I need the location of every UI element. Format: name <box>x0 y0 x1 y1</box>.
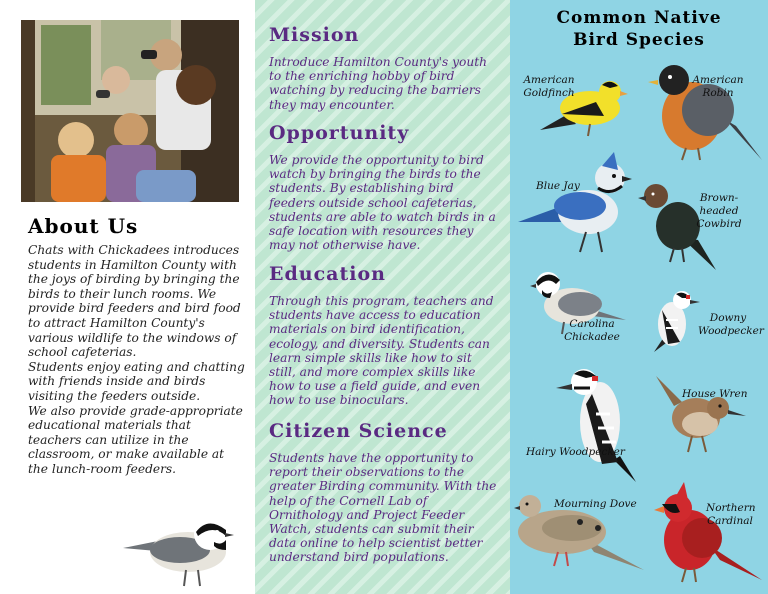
opportunity-text: We provide the opportunity to bird watch by bringing the birds to the students. By establishing bird feeders outside school cafeterias, students are able to watch birds in a safe location with resources they may not otherwise have. <box>269 153 496 253</box>
citizen-science-heading: Citizen Science <box>269 420 448 442</box>
bird-species-panel <box>510 0 768 594</box>
bird-label-cardinal <box>706 502 754 528</box>
bird-label-house-wren: House Wren <box>682 388 748 400</box>
about-us-heading: About Us <box>28 214 139 238</box>
about-paragraph: Students enjoy eating and chatting with friends inside and birds visiting the feeders outside. <box>28 359 245 403</box>
bird-name-line: Cardinal <box>707 515 753 527</box>
bird-name-line: Woodpecker <box>698 325 764 337</box>
bird-label-goldfinch <box>520 74 578 100</box>
about-panel <box>0 0 255 594</box>
bird-name-line: Carolina <box>569 318 615 330</box>
blue-jay-icon <box>518 152 634 258</box>
hairy-woodpecker-icon <box>556 364 640 482</box>
bird-label-blue-jay: Blue Jay <box>536 180 580 192</box>
bird-name-line: Cowbird <box>696 218 742 230</box>
chickadee-illustration <box>118 510 238 590</box>
bird-label-chickadee <box>560 318 624 344</box>
about-paragraph: We also provide grade-appropriate educational materials that teachers can utilize in the classroom, or make available at the lunch-room feeders. <box>28 403 243 476</box>
about-us-body <box>28 243 246 477</box>
bird-name-line: Downy <box>709 312 747 324</box>
education-text: Through this program, teachers and students have access to education materials on bird identification, ecology, and diversity. Students can learn simple skills like how to sit still, and more complex skills like how to use a field guide, and even how to use binoculars. <box>269 294 494 408</box>
bird-species-heading-line: Bird Species <box>573 30 705 50</box>
mission-text: Introduce Hamilton County's youth to the enriching hobby of bird watching by reducing the barriers they may encounter. <box>269 55 487 112</box>
bird-label-mourning-dove: Mourning Dove <box>554 498 637 510</box>
about-paragraph: Chats with Chickadees introduces students in Hamilton County with the joys of birding by bringing the birds to their lunch rooms. We provide bird feeders and bird food to attract Hamilton County's various wildlife to the windows of school cafeterias. <box>28 243 241 360</box>
bird-label-downy-woodpecker <box>698 312 764 338</box>
cardinal-icon <box>650 482 762 586</box>
bird-name-line: Robin <box>702 87 734 99</box>
bird-label-hairy-woodpecker: Hairy Woodpecker <box>526 446 625 458</box>
bird-species-heading-line: Common Native <box>556 8 722 28</box>
downy-woodpecker-icon <box>644 290 704 360</box>
mission-heading: Mission <box>269 24 360 46</box>
opportunity-heading: Opportunity <box>269 122 410 144</box>
program-panel <box>255 0 510 594</box>
bird-species-heading <box>510 7 768 51</box>
bird-name-line: Goldfinch <box>523 87 575 99</box>
citizen-science-text: Students have the opportunity to report their observations to the greater Birding community. With the help of the Cornell Lab of Ornithology and Project Feeder Watch, students can submit their data online to help scientist better understand bird populations. <box>269 451 497 565</box>
bird-name-line: American <box>523 74 575 86</box>
bird-label-robin <box>688 74 748 100</box>
bird-label-cowbird <box>682 192 756 231</box>
bird-name-line: American <box>692 74 744 86</box>
bird-name-line: Northern <box>706 502 756 514</box>
education-heading: Education <box>269 263 386 285</box>
bird-name-line: Chickadee <box>564 331 620 343</box>
children-birdwatching-photo <box>21 20 239 202</box>
bird-name-line: Brown-headed <box>699 192 739 217</box>
